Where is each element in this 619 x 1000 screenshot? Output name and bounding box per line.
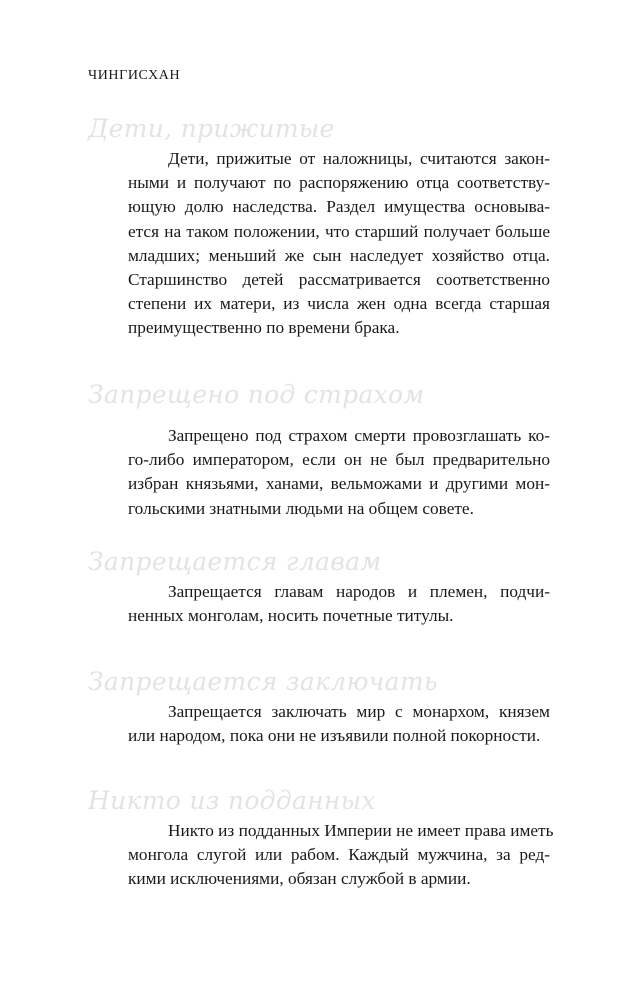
section-title: Запрещено под страхом <box>88 380 425 409</box>
section-title: Запрещается заключать <box>88 667 438 696</box>
section-body <box>88 819 554 892</box>
section-body <box>88 424 550 521</box>
body-line: ненных монголам, носить почетные титулы. <box>128 606 454 626</box>
section-title: Дети, прижитые <box>88 114 335 143</box>
body-line: Никто из подданных Империи не имеет права иметь <box>168 821 554 840</box>
body-line: го-либо императором, если он не был предварительно <box>128 450 550 470</box>
body-line: Запрещается главам народов и племен, подчи- <box>168 582 550 601</box>
section-title: Запрещается главам <box>88 547 382 576</box>
section-4 <box>88 667 550 748</box>
body-line: степени их матери, из числа жен одна всегда старшая <box>128 294 550 314</box>
section-body <box>88 700 550 748</box>
running-head: ЧИНГИСХАН <box>88 68 181 83</box>
section-body <box>88 580 550 628</box>
body-line: ющую долю наследства. Раздел имущества основыва- <box>128 197 550 217</box>
section-5 <box>88 786 554 892</box>
body-line: Запрещено под страхом смерти провозглашать ко- <box>168 426 550 445</box>
section-title: Никто из подданных <box>88 786 376 815</box>
section-2 <box>88 380 550 521</box>
body-line: Запрещается заключать мир с монархом, князем <box>168 702 550 721</box>
body-line: избран князьями, ханами, вельможами и другими мон- <box>128 474 550 494</box>
body-line: преимущественно по времени брака. <box>128 318 400 338</box>
body-line: монгола слугой или рабом. Каждый мужчина, за ред- <box>128 845 550 865</box>
section-1 <box>88 114 550 341</box>
body-line: кими исключениями, обязан службой в армии. <box>128 869 471 889</box>
body-line: или народом, пока они не изъявили полной покорности. <box>128 726 541 746</box>
body-line: ными и получают по распоряжению отца соответству- <box>128 173 550 193</box>
body-line: ется на таком положении, что старший получает больше <box>128 221 550 241</box>
body-line: Старшинство детей рассматривается соответственно <box>128 270 550 290</box>
body-line: младших; меньший же сын наследует хозяйство отца. <box>128 245 550 265</box>
body-line: гольскими знатными людьми на общем совете. <box>128 498 474 518</box>
section-3 <box>88 547 550 628</box>
section-body <box>88 147 550 341</box>
body-line: Дети, прижитые от наложницы, считаются закон- <box>168 149 550 168</box>
